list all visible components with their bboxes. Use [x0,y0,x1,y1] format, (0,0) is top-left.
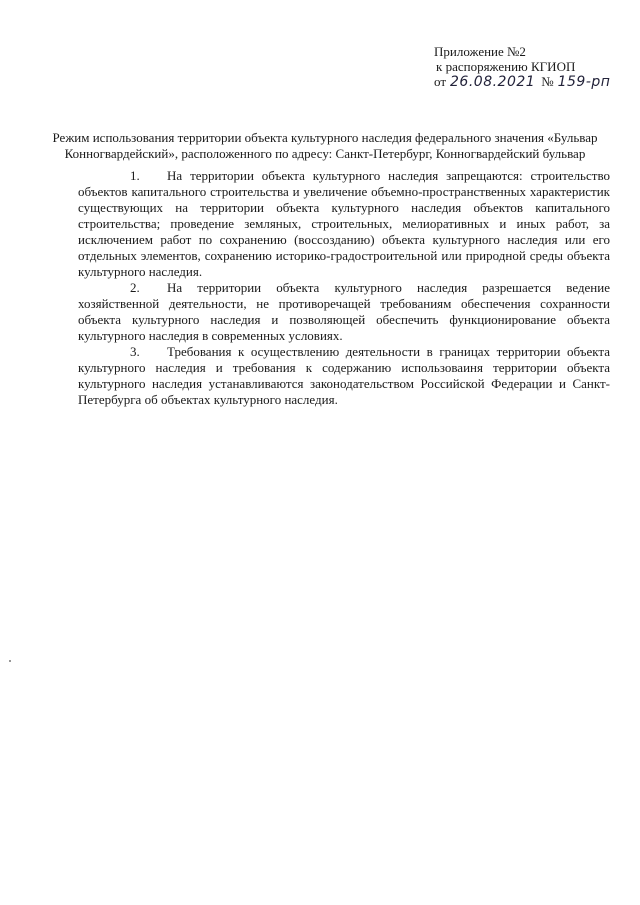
document-title: Режим использования территории объекта культурного наследия федерального значения «Бульвар Конногвардейский», расположенного по адресу: Санкт-Петербург, Конногвардейский бульвар [52,130,598,161]
appendix-order-ref: к распоряжению КГИОП [436,59,576,74]
paragraph-text: На территории объекта культурного наследия разрешается ведение хозяйственной деятельности, не противоречащей требованиям обеспечения сохранности объекта культурного наследия и позволяющей обеспечить функционирование объекта культурного наследия в современных условиях. [78,280,610,343]
appendix-title: Приложение №2 [434,44,526,59]
paragraph-text: Требования к осуществлению деятельности в границах территории объекта культурного наследия и требования к содержанию использоваиня территории объекта культурного наследия устанавливаются законодательством Российской Федерации и Санкт-Петербурга об объектах культурного наследия. [78,344,610,407]
number-label: № [541,74,554,89]
handwritten-number: 159-рп [557,74,611,90]
paragraph [78,280,610,344]
paragraph-text: На территории объекта культурного наследия запрещаются: строительство объектов капитального строительства и увеличение объемно-пространственных характеристик существующих на территории объекта культурного наследия объектов капитального строительства; проведение земляных, строительных, мелиоративных и иных работ, за исключением работ по сохранению (воссозданию) объекта культурного наследия или его отдельных элементов, сохранению историко-градостроительной или природной среды объекта культурного наследия. [78,168,610,279]
paragraph [78,344,610,408]
paragraph [78,168,610,280]
paragraph-number: 1. [130,168,140,183]
scan-speck [9,660,11,662]
handwritten-date: 26.08.2021 [450,74,536,90]
appendix-header [434,44,610,90]
from-label: от [434,74,447,89]
paragraph-number: 2. [130,280,140,295]
appendix-date-line [434,74,610,90]
document-body [78,168,610,408]
paragraph-number: 3. [130,344,140,359]
